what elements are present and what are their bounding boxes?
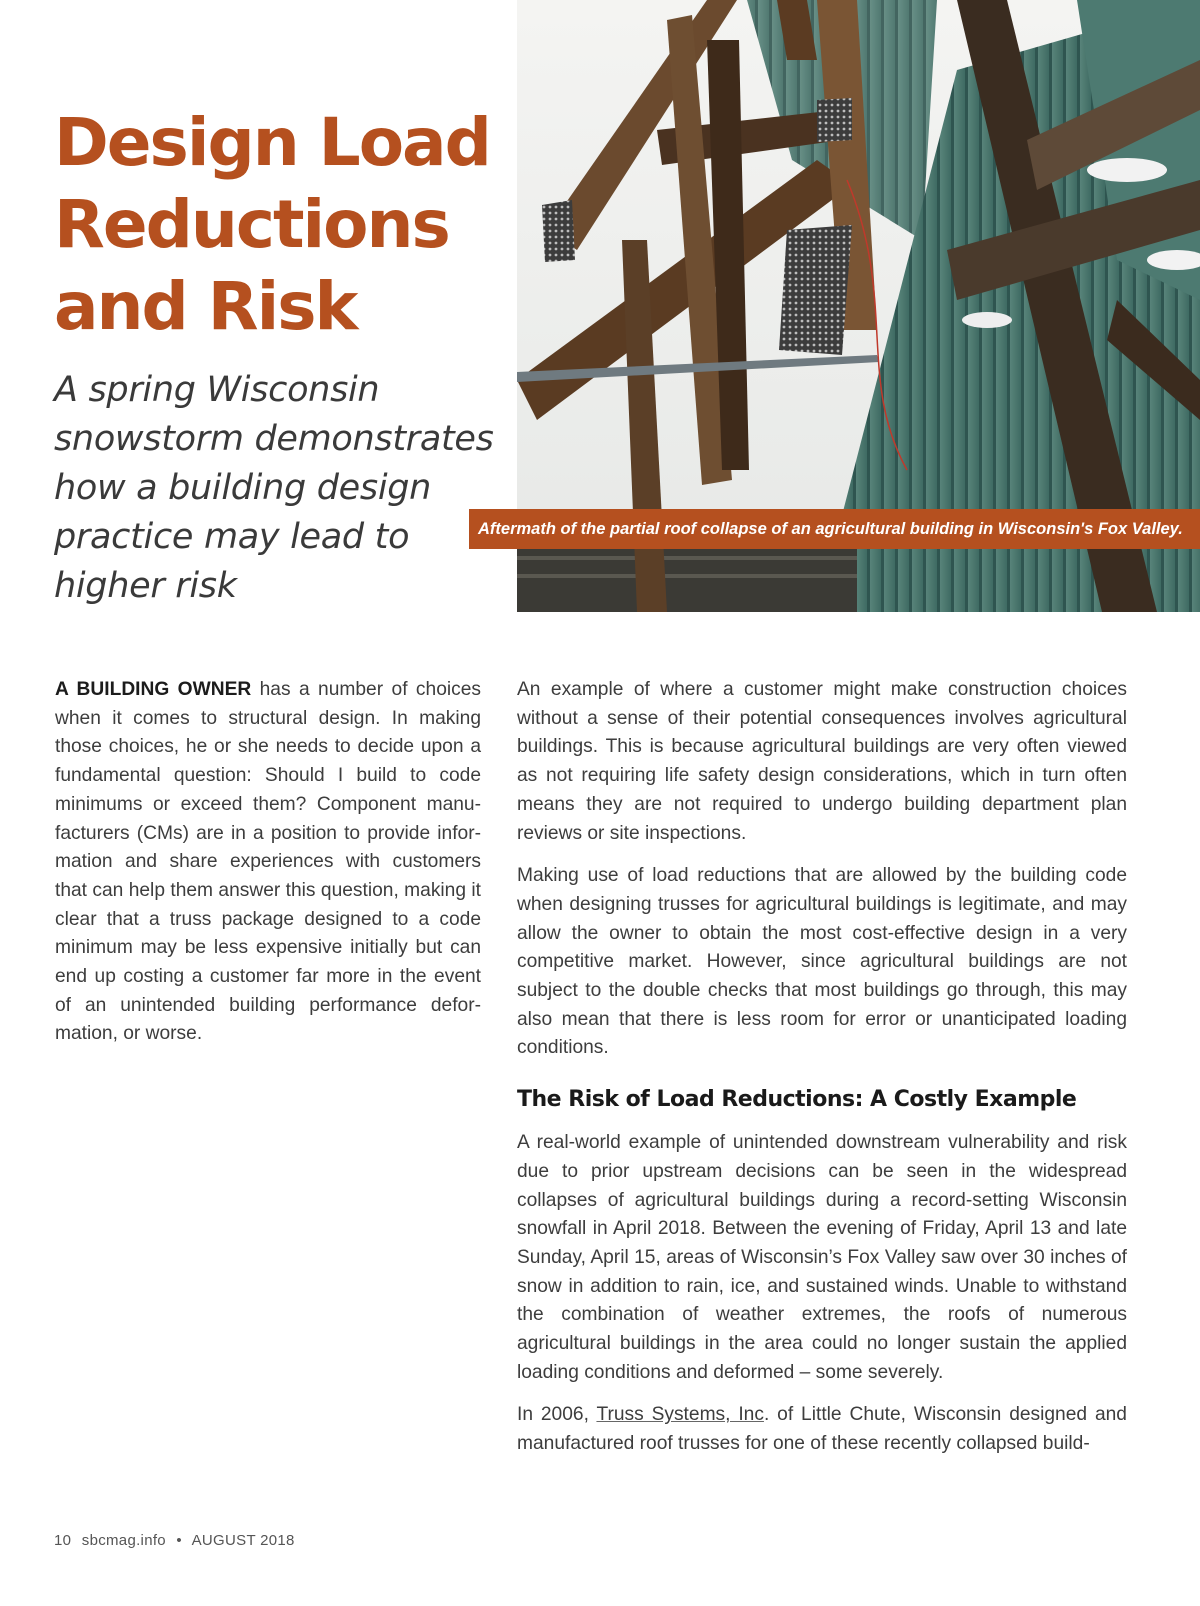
issue-date: AUGUST 2018: [191, 1532, 295, 1549]
page-number: 10: [54, 1532, 72, 1549]
paragraph-text: . of Little Chute, Wisconsin designed and manufactured roof trusses for one of these recently collapsed build-: [517, 1404, 1127, 1455]
intro-paragraph: [55, 676, 481, 1049]
left-column: [55, 676, 481, 1063]
right-column: [517, 676, 1127, 1473]
title-line: Design Load: [54, 104, 490, 181]
subtitle-line: higher risk: [54, 566, 237, 606]
paragraph: [517, 1401, 1127, 1458]
section-heading: The Risk of Load Reductions: A Costly Example: [517, 1087, 1077, 1113]
title-line: and Risk: [54, 268, 357, 345]
subtitle-line: snowstorm demonstrates: [54, 419, 494, 459]
title-line: Reductions: [54, 186, 449, 263]
site-name: sbcmag.info: [81, 1532, 166, 1549]
subtitle-line: how a building design: [54, 468, 432, 508]
truss-systems-link[interactable]: Truss Systems, Inc: [596, 1404, 764, 1426]
article-subtitle: [54, 366, 494, 611]
paragraph: An example of where a customer might make construction choices without a sense of their potential consequences involves agricultural buildings. This is because agricultural buildings are very often viewed as not requiring life safety design considerations, which in turn often means they are not required to undergo building department plan reviews or site inspections.: [517, 679, 1127, 844]
photo-caption: Aftermath of the partial roof collapse of an agricultural building in Wisconsin's Fox Valley.: [469, 509, 1200, 549]
paragraph: A real-world example of unintended downstream vulnerability and risk due to prior upstream decisions can be seen in the widespread collapses of agricultural buildings during a record-setting Wisconsin snowfall in April 2018. Between the evening of Friday, April 13 and late Sunday, April 15, areas of Wisconsin’s Fox Valley saw over 30 inches of snow in addition to rain, ice, and sustained winds. Unable to withstand the combination of weather extremes, the roofs of numerous agricultural buildings in the area could no longer sustain the applied loading conditions and deformed – some severely.: [517, 1132, 1127, 1383]
intro-text: has a number of choices when it comes to structural design. In making those choices, he or she needs to decide upon a fundamental question: Should I build to code minimums or exceed them? Component manufacturers (CMs) are in a position to provide information and share experiences with customers that can help them answer this question, making it clear that a truss package designed to a code minimum may be less expensive initially but can end up costing a customer far more in the event of an unintended building performance deformation, or worse.: [55, 679, 481, 1045]
lead-in: A BUILDING OWNER: [55, 679, 252, 700]
subtitle-line: A spring Wisconsin: [54, 370, 380, 410]
paragraph: Making use of load reductions that are allowed by the building code when designing trusses for agricultural buildings is legitimate, and may allow the owner to obtain the most cost-effective design in a very competitive market. However, since agricultural buildings are not subject to the double checks that most buildings go through, this may also mean that there is less room for error or unanticipated loading conditions.: [517, 865, 1127, 1059]
subtitle-line: practice may lead to: [54, 517, 410, 557]
paragraph-text: In 2006,: [517, 1404, 597, 1426]
footer-separator: •: [176, 1532, 182, 1549]
article-title: [54, 102, 494, 348]
page-footer: [54, 1532, 301, 1549]
